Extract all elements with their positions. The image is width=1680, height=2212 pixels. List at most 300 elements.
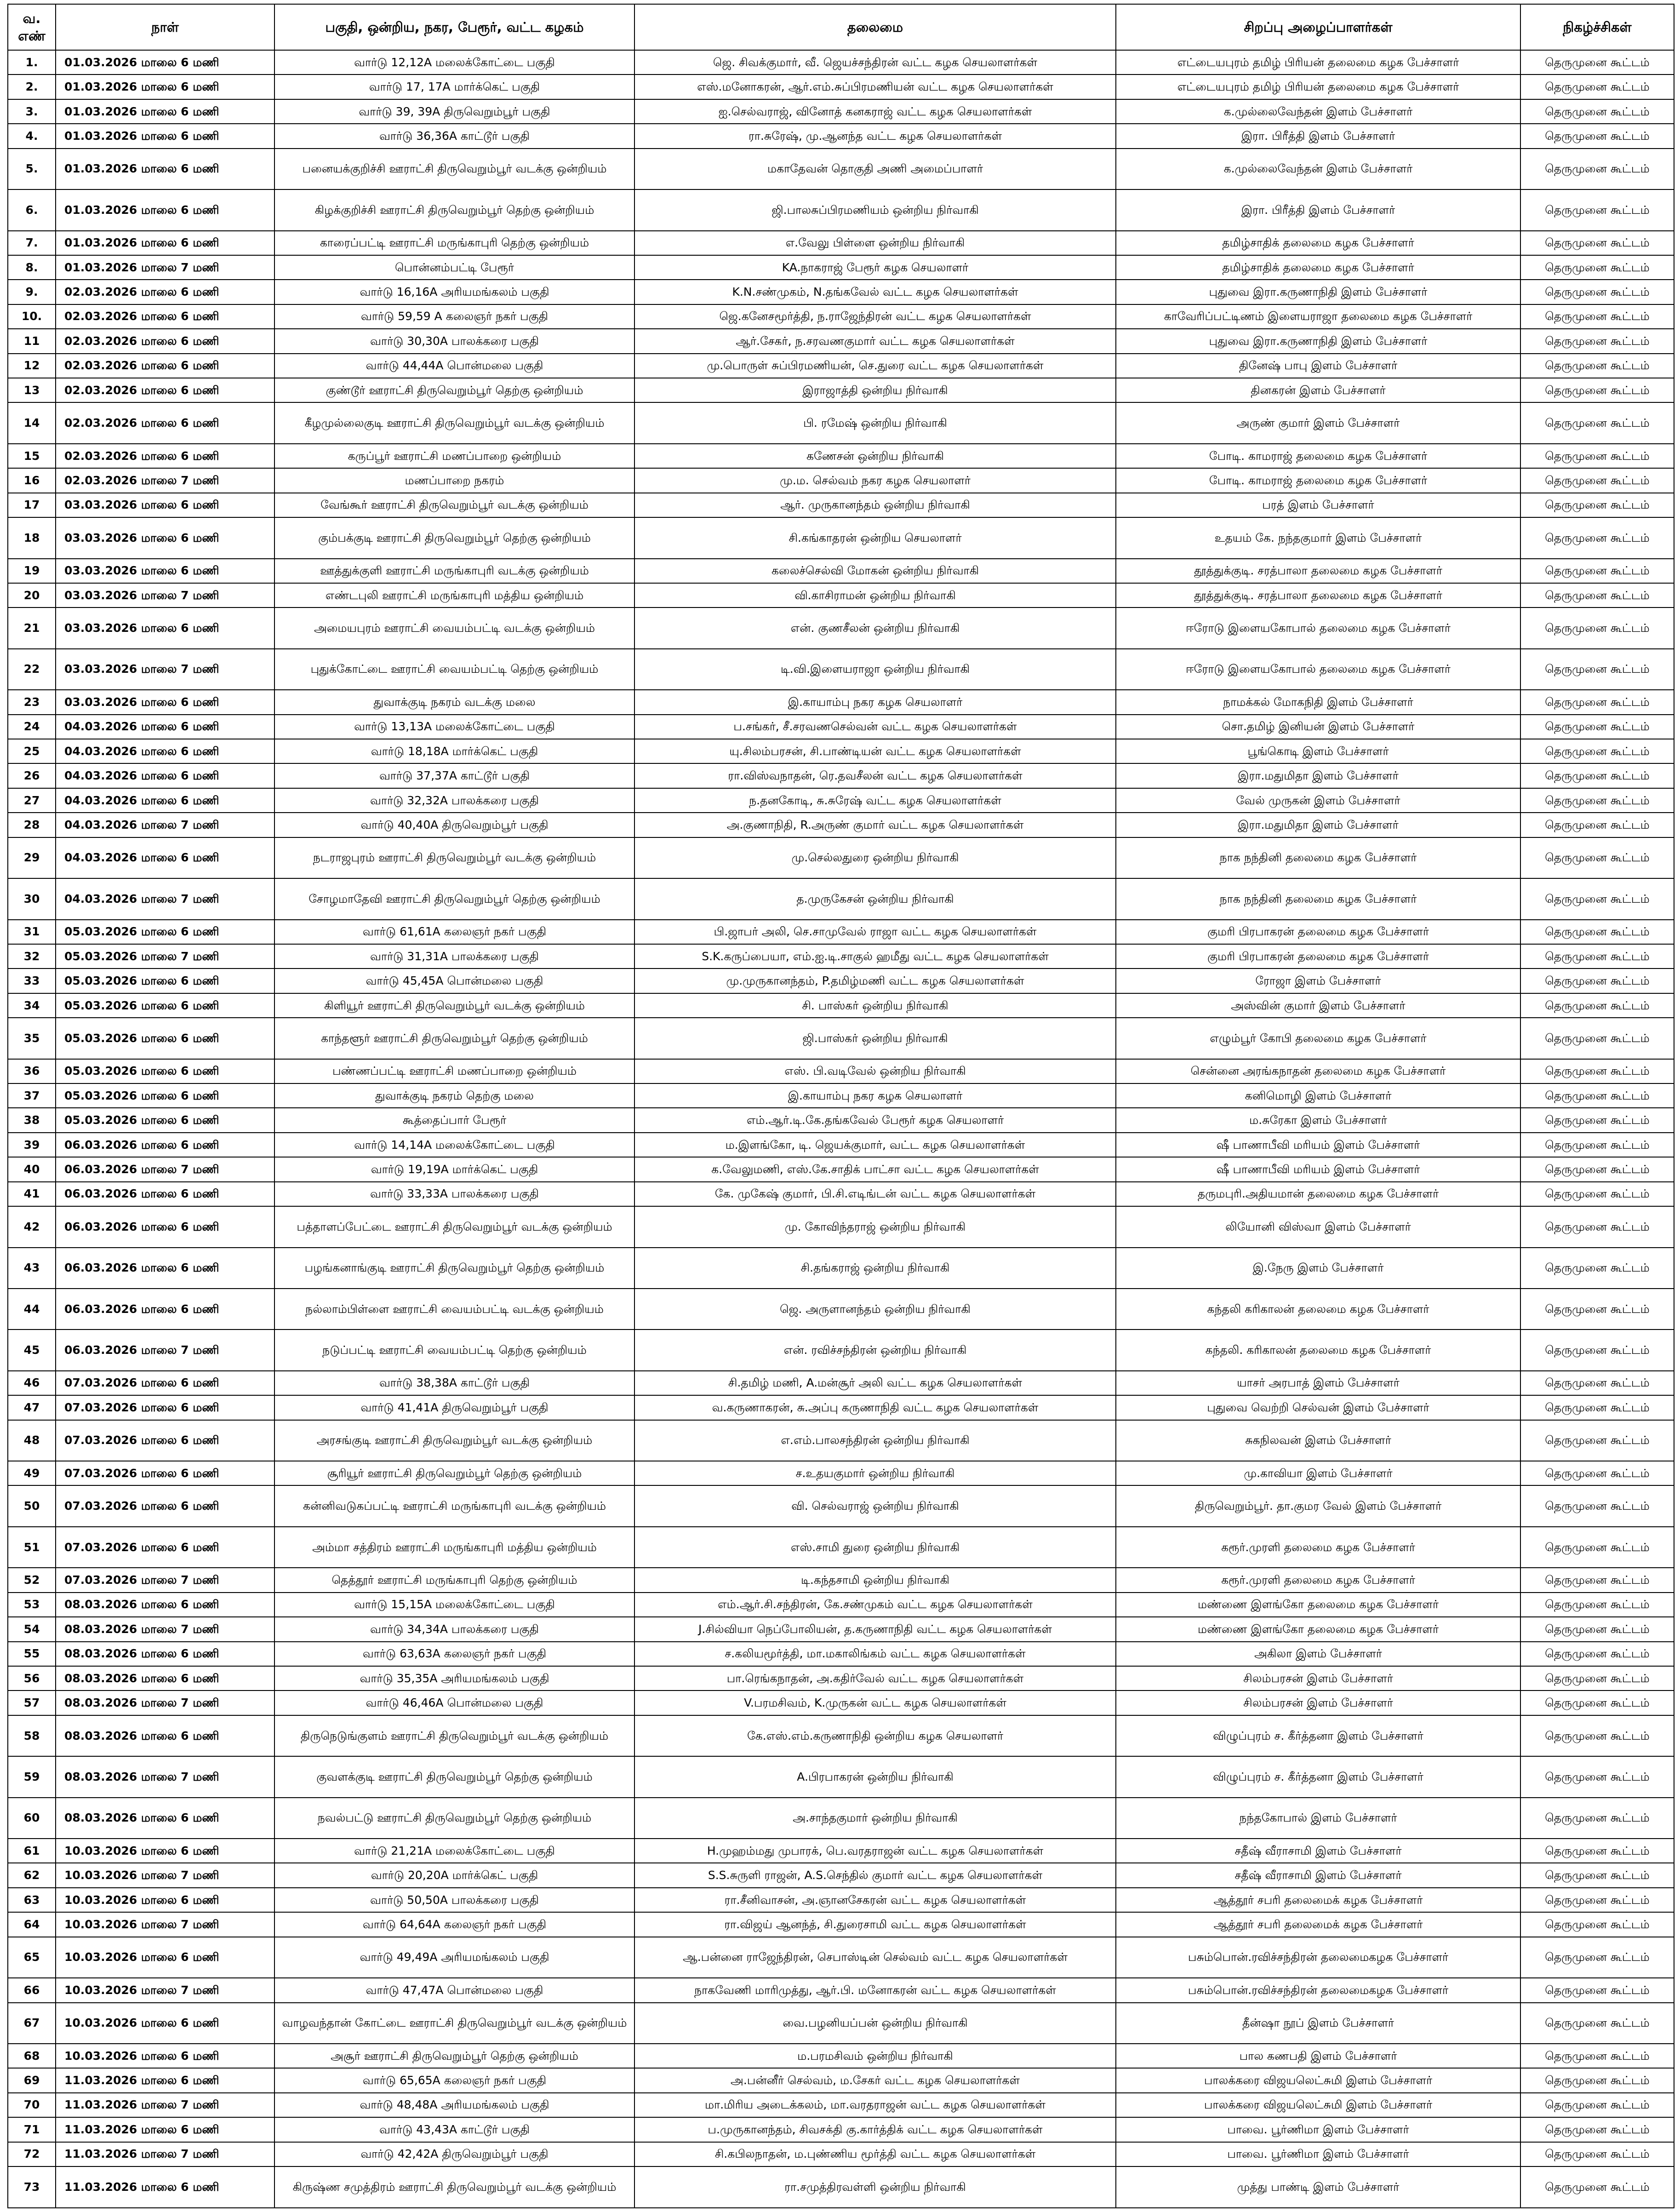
event-cell: தெருமுனை கூட்டம் [1520, 2003, 1674, 2044]
serial-number-cell: 23 [8, 690, 56, 714]
date-cell: 10.03.2026 மாலை 7 மணி [56, 1978, 274, 2002]
speakers-cell: ஈரோடு இளையகோபால் தலைமை கழக பேச்சாளர் [1116, 607, 1520, 648]
event-cell: தெருமுனை கூட்டம் [1520, 517, 1674, 558]
leader-cell: ம.பரமசிவம் ஒன்றிய நிர்வாகி [634, 2044, 1116, 2068]
date-cell: 04.03.2026 மாலை 6 மணி [56, 837, 274, 878]
date-cell: 01.03.2026 மாலை 6 மணி [56, 189, 274, 230]
speakers-cell: இரா.மதுமிதா இளம் பேச்சாளர் [1116, 813, 1520, 837]
leader-cell: ஜெ. சிவக்குமார், வீ. ஜெயச்சந்திரன் வட்ட கழக செயலாளர்கள் [634, 50, 1116, 74]
event-cell: தெருமுனை கூட்டம் [1520, 1863, 1674, 1887]
table-row [8, 2093, 1674, 2117]
header-serial-number: வ. எண் [8, 4, 56, 50]
speakers-cell: பால கணபதி இளம் பேச்சாளர் [1116, 2044, 1520, 2068]
event-cell: தெருமுனை கூட்டம் [1520, 1568, 1674, 1592]
serial-number-cell: 44 [8, 1289, 56, 1329]
leader-cell: பி. ரமேஷ் ஒன்றிய நிர்வாகி [634, 402, 1116, 443]
table-row [8, 993, 1674, 1018]
table-row [8, 1798, 1674, 1839]
leader-cell: கே.எஸ்.எம்.கருணாநிதி ஒன்றிய கழக செயலாளர் [634, 1715, 1116, 1756]
serial-number-cell: 38 [8, 1108, 56, 1132]
table-header [8, 4, 1674, 50]
leader-cell: மு. கோவிந்தராஜ் ஒன்றிய நிர்வாகி [634, 1206, 1116, 1247]
serial-number-cell: 47 [8, 1395, 56, 1420]
area-cell: வார்டு 14,14A மலைக்கோட்டை பகுதி [274, 1133, 634, 1157]
speakers-cell: பாலக்கரை விஜயலெட்சுமி இளம் பேச்சாளர் [1116, 2093, 1520, 2117]
table-row [8, 2166, 1674, 2208]
table-row [8, 2068, 1674, 2092]
speakers-cell: தினகரன் இளம் பேச்சாளர் [1116, 378, 1520, 402]
area-cell: அரசங்குடி ஊராட்சி திருவெறும்பூர் வடக்கு ஒன்றியம் [274, 1420, 634, 1461]
table-row [8, 715, 1674, 739]
serial-number-cell: 17 [8, 493, 56, 517]
leader-cell: டி.வி.இளையராஜா ஒன்றிய நிர்வாகி [634, 649, 1116, 690]
leader-cell: இ.காயாம்பு நகர கழக செயலாளர் [634, 1083, 1116, 1108]
leader-cell: கணேசன் ஒன்றிய நிர்வாகி [634, 444, 1116, 468]
table-row [8, 99, 1674, 124]
speakers-cell: சுகநிலவன் இளம் பேச்சாளர் [1116, 1420, 1520, 1461]
date-cell: 03.03.2026 மாலை 7 மணி [56, 649, 274, 690]
event-cell: தெருமுனை கூட்டம் [1520, 1059, 1674, 1083]
table-row [8, 1617, 1674, 1641]
date-cell: 03.03.2026 மாலை 6 மணி [56, 690, 274, 714]
leader-cell: டி.கந்தசாமி ஒன்றிய நிர்வாகி [634, 1568, 1116, 1592]
table-row [8, 354, 1674, 378]
area-cell: புதுக்கோட்டை ஊராட்சி வையம்பட்டி தெற்கு ஒன்றியம் [274, 649, 634, 690]
speakers-cell: கந்தலி கரிகாலன் தலைமை கழக பேச்சாளர் [1116, 1289, 1520, 1329]
table-row [8, 1289, 1674, 1329]
area-cell: வார்டு 36,36A காட்டூர் பகுதி [274, 124, 634, 148]
date-cell: 02.03.2026 மாலை 6 மணி [56, 304, 274, 329]
serial-number-cell: 15 [8, 444, 56, 468]
area-cell: வார்டு 17, 17A மார்க்கெட் பகுதி [274, 74, 634, 99]
date-cell: 11.03.2026 மாலை 6 மணி [56, 2166, 274, 2208]
area-cell: சூரியூர் ஊராட்சி திருவெறும்பூர் தெற்கு ஒன்றியம் [274, 1461, 634, 1485]
table-row [8, 1756, 1674, 1797]
event-cell: தெருமுனை கூட்டம் [1520, 255, 1674, 280]
table-row [8, 50, 1674, 74]
leader-cell: அ.குணாநிதி, R.அருண் குமார் வட்ட கழக செயலாளர்கள் [634, 813, 1116, 837]
event-cell: தெருமுனை கூட்டம் [1520, 468, 1674, 493]
speakers-cell: சிலம்பரசன் இளம் பேச்சாளர் [1116, 1666, 1520, 1691]
area-cell: பொன்னம்பட்டி பேரூர் [274, 255, 634, 280]
event-cell: தெருமுனை கூட்டம் [1520, 1133, 1674, 1157]
leader-cell: மு.ம. செல்வம் நகர கழக செயலாளர் [634, 468, 1116, 493]
table-row [8, 1108, 1674, 1132]
leader-cell: எம்.ஆர்.டி.கே.தங்கவேல் பேரூர் கழக செயலாளர் [634, 1108, 1116, 1132]
serial-number-cell: 50 [8, 1485, 56, 1526]
leader-cell: ரா.விஜய் ஆனந்த், சி.துரைசாமி வட்ட கழக செயலாளர்கள் [634, 1912, 1116, 1937]
event-cell: தெருமுனை கூட்டம் [1520, 1461, 1674, 1485]
serial-number-cell: 58 [8, 1715, 56, 1756]
leader-cell: எஸ். பி.வடிவேல் ஒன்றிய நிர்வாகி [634, 1059, 1116, 1083]
area-cell: சோழமாதேவி ஊராட்சி திருவெறும்பூர் தெற்கு ஒன்றியம் [274, 878, 634, 919]
table-row [8, 149, 1674, 189]
date-cell: 10.03.2026 மாலை 6 மணி [56, 2044, 274, 2068]
speakers-cell: இ.நேரு இளம் பேச்சாளர் [1116, 1248, 1520, 1289]
header-speakers: சிறப்பு அழைப்பாளர்கள் [1116, 4, 1520, 50]
serial-number-cell: 51 [8, 1527, 56, 1568]
date-cell: 10.03.2026 மாலை 6 மணி [56, 1839, 274, 1863]
table-row [8, 1420, 1674, 1461]
speakers-cell: சொ.தமிழ் இனியன் இளம் பேச்சாளர் [1116, 715, 1520, 739]
area-cell: திருநெடுங்குளம் ஊராட்சி திருவெறும்பூர் வடக்கு ஒன்றியம் [274, 1715, 634, 1756]
event-cell: தெருமுனை கூட்டம் [1520, 1839, 1674, 1863]
leader-cell: சி.தமிழ் மணி, A.மன்சூர் அலி வட்ட கழக செயலாளர்கள் [634, 1371, 1116, 1395]
table-row [8, 1839, 1674, 1863]
speakers-cell: ம.சுரேகா இளம் பேச்சாளர் [1116, 1108, 1520, 1132]
speakers-cell: அகிலா இளம் பேச்சாளர் [1116, 1642, 1520, 1666]
serial-number-cell: 59 [8, 1756, 56, 1797]
leader-cell: K.N.சண்முகம், N.தங்கவேல் வட்ட கழக செயலாளர்கள் [634, 280, 1116, 304]
serial-number-cell: 28 [8, 813, 56, 837]
table-row [8, 1937, 1674, 1978]
area-cell: வார்டு 39, 39A திருவெறும்பூர் பகுதி [274, 99, 634, 124]
speakers-cell: நாமக்கல் மோகநிதி இளம் பேச்சாளர் [1116, 690, 1520, 714]
event-cell: தெருமுனை கூட்டம் [1520, 1206, 1674, 1247]
serial-number-cell: 11 [8, 329, 56, 353]
serial-number-cell: 40 [8, 1157, 56, 1181]
leader-cell: வி.காசிராமன் ஒன்றிய நிர்வாகி [634, 583, 1116, 607]
table-row [8, 944, 1674, 968]
table-row [8, 1485, 1674, 1526]
date-cell: 05.03.2026 மாலை 6 மணி [56, 993, 274, 1018]
area-cell: வார்டு 41,41A திருவெறும்பூர் பகுதி [274, 1395, 634, 1420]
header-row [8, 4, 1674, 50]
leader-cell: ஆர். முருகானந்தம் ஒன்றிய நிர்வாகி [634, 493, 1116, 517]
serial-number-cell: 6. [8, 189, 56, 230]
serial-number-cell: 56 [8, 1666, 56, 1691]
date-cell: 02.03.2026 மாலை 6 மணி [56, 280, 274, 304]
event-cell: தெருமுனை கூட்டம் [1520, 493, 1674, 517]
event-cell: தெருமுனை கூட்டம் [1520, 649, 1674, 690]
area-cell: வார்டு 42,42A திருவெறும்பூர் பகுதி [274, 2142, 634, 2166]
leader-cell: ரா.சீனிவாசன், அ.ஞானசேகரன் வட்ட கழக செயலாளர்கள் [634, 1888, 1116, 1912]
table-row [8, 583, 1674, 607]
event-cell: தெருமுனை கூட்டம் [1520, 739, 1674, 763]
serial-number-cell: 13 [8, 378, 56, 402]
speakers-cell: காவேரிப்பட்டிணம் இளையராஜா தலைமை கழக பேச்சாளர் [1116, 304, 1520, 329]
table-row [8, 1715, 1674, 1756]
serial-number-cell: 24 [8, 715, 56, 739]
leader-cell: மகாதேவன் தொகுதி அணி அமைப்பாளர் [634, 149, 1116, 189]
area-cell: வார்டு 43,43A காட்டூர் பகுதி [274, 2117, 634, 2142]
date-cell: 07.03.2026 மாலை 7 மணி [56, 1568, 274, 1592]
speakers-cell: பசும்பொன்.ரவிச்சந்திரன் தலைமைகழக பேச்சாளர் [1116, 1978, 1520, 2002]
leader-cell: க.வேலுமணி, எஸ்.கே.சாதிக் பாட்சா வட்ட கழக செயலாளர்கள் [634, 1157, 1116, 1181]
date-cell: 01.03.2026 மாலை 6 மணி [56, 50, 274, 74]
area-cell: பண்ணப்பட்டி ஊராட்சி மணப்பாறை ஒன்றியம் [274, 1059, 634, 1083]
table-row [8, 1527, 1674, 1568]
leader-cell: இ.காயாம்பு நகர கழக செயலாளர் [634, 690, 1116, 714]
area-cell: வார்டு 48,48A அரியமங்கலம் பகுதி [274, 2093, 634, 2117]
table-row [8, 402, 1674, 443]
date-cell: 07.03.2026 மாலை 6 மணி [56, 1395, 274, 1420]
date-cell: 07.03.2026 மாலை 6 மணி [56, 1420, 274, 1461]
speakers-cell: பாவை. பூர்ணிமா இளம் பேச்சாளர் [1116, 2117, 1520, 2142]
table-row [8, 1912, 1674, 1937]
date-cell: 07.03.2026 மாலை 6 மணி [56, 1461, 274, 1485]
table-row [8, 1371, 1674, 1395]
leader-cell: J.சில்வியா நெப்போலியன், த.கருணாநிதி வட்ட கழக செயலாளர்கள் [634, 1617, 1116, 1641]
date-cell: 06.03.2026 மாலை 6 மணி [56, 1206, 274, 1247]
area-cell: பத்தாளப்பேட்டை ஊராட்சி திருவெறும்பூர் வடக்கு ஒன்றியம் [274, 1206, 634, 1247]
serial-number-cell: 42 [8, 1206, 56, 1247]
speakers-cell: ஷீ பாணாபீவி மரியம் இளம் பேச்சாளர் [1116, 1133, 1520, 1157]
speakers-cell: கனிமொழி இளம் பேச்சாளர் [1116, 1083, 1520, 1108]
area-cell: வார்டு 46,46A பொன்மலை பகுதி [274, 1691, 634, 1715]
area-cell: வார்டு 18,18A மார்க்கெட் பகுதி [274, 739, 634, 763]
area-cell: வார்டு 30,30A பாலக்கரை பகுதி [274, 329, 634, 353]
date-cell: 01.03.2026 மாலை 6 மணி [56, 149, 274, 189]
event-cell: தெருமுனை கூட்டம் [1520, 1937, 1674, 1978]
speakers-cell: க.முல்லைவேந்தன் இளம் பேச்சாளர் [1116, 99, 1520, 124]
area-cell: வார்டு 49,49A அரியமங்கலம் பகுதி [274, 1937, 634, 1978]
event-cell: தெருமுனை கூட்டம் [1520, 944, 1674, 968]
event-cell: தெருமுனை கூட்டம் [1520, 329, 1674, 353]
speakers-cell: நாக நந்தினி தலைமை கழக பேச்சாளர் [1116, 837, 1520, 878]
event-cell: தெருமுனை கூட்டம் [1520, 559, 1674, 583]
event-cell: தெருமுனை கூட்டம் [1520, 1593, 1674, 1617]
speakers-cell: க.முல்லைவேந்தன் இளம் பேச்சாளர் [1116, 149, 1520, 189]
date-cell: 10.03.2026 மாலை 6 மணி [56, 1937, 274, 1978]
area-cell: வார்டு 40,40A திருவெறும்பூர் பகுதி [274, 813, 634, 837]
date-cell: 04.03.2026 மாலை 6 மணி [56, 715, 274, 739]
leader-cell: ரா.சுரேஷ், மு.ஆனந்த வட்ட கழக செயலாளர்கள் [634, 124, 1116, 148]
leader-cell: சி.கங்காதரன் ஒன்றிய செயலாளர் [634, 517, 1116, 558]
date-cell: 08.03.2026 மாலை 6 மணி [56, 1593, 274, 1617]
area-cell: வார்டு 13,13A மலைக்கோட்டை பகுதி [274, 715, 634, 739]
leader-cell: நாகவேணி மாரிமுத்து, ஆர்.பி. மனோகரன் வட்ட கழக செயலாளர்கள் [634, 1978, 1116, 2002]
serial-number-cell: 48 [8, 1420, 56, 1461]
leader-cell: அ.பன்னீர் செல்வம், ம.சேகர் வட்ட கழக செயலாளர்கள் [634, 2068, 1116, 2092]
serial-number-cell: 67 [8, 2003, 56, 2044]
date-cell: 05.03.2026 மாலை 6 மணி [56, 920, 274, 944]
event-cell: தெருமுனை கூட்டம் [1520, 1420, 1674, 1461]
leader-cell: சி. பாஸ்கர் ஒன்றிய நிர்வாகி [634, 993, 1116, 1018]
area-cell: வார்டு 44,44A பொன்மலை பகுதி [274, 354, 634, 378]
speakers-cell: யாசர் அரபாத் இளம் பேச்சாளர் [1116, 1371, 1520, 1395]
speakers-cell: சென்னை அரங்கநாதன் தலைமை கழக பேச்சாளர் [1116, 1059, 1520, 1083]
event-cell: தெருமுனை கூட்டம் [1520, 968, 1674, 993]
serial-number-cell: 46 [8, 1371, 56, 1395]
serial-number-cell: 34 [8, 993, 56, 1018]
leader-cell: மா.மிரிய அடைக்கலம், மா.வரதராஜன் வட்ட கழக செயலாளர்கள் [634, 2093, 1116, 2117]
header-leader: தலைமை [634, 4, 1116, 50]
event-cell: தெருமுனை கூட்டம் [1520, 378, 1674, 402]
area-cell: வார்டு 32,32A பாலக்கரை பகுதி [274, 788, 634, 813]
leader-cell: ஜெ.கனேசமூர்த்தி, ந.ராஜேந்திரன் வட்ட கழக செயலாளர்கள் [634, 304, 1116, 329]
table-row [8, 1329, 1674, 1370]
date-cell: 08.03.2026 மாலை 6 மணி [56, 1798, 274, 1839]
table-row [8, 1133, 1674, 1157]
date-cell: 08.03.2026 மாலை 7 மணி [56, 1756, 274, 1797]
date-cell: 11.03.2026 மாலை 6 மணி [56, 2068, 274, 2092]
leader-cell: எ.வேலு பிள்ளை ஒன்றிய நிர்வாகி [634, 231, 1116, 255]
area-cell: வார்டு 63,63A கலைஞர் நகர் பகுதி [274, 1642, 634, 1666]
event-cell: தெருமுனை கூட்டம் [1520, 1289, 1674, 1329]
area-cell: வார்டு 20,20A மார்க்கெட் பகுதி [274, 1863, 634, 1887]
area-cell: வார்டு 31,31A பாலக்கரை பகுதி [274, 944, 634, 968]
leader-cell: வை.பழனியப்பன் ஒன்றிய நிர்வாகி [634, 2003, 1116, 2044]
event-cell: தெருமுனை கூட்டம் [1520, 74, 1674, 99]
serial-number-cell: 63 [8, 1888, 56, 1912]
area-cell: துவாக்குடி நகரம் தெற்கு மலை [274, 1083, 634, 1108]
date-cell: 07.03.2026 மாலை 6 மணி [56, 1527, 274, 1568]
speakers-cell: குமரி பிரபாகரன் தலைமை கழக பேச்சாளர் [1116, 920, 1520, 944]
event-cell: தெருமுனை கூட்டம் [1520, 1395, 1674, 1420]
table-row [8, 837, 1674, 878]
area-cell: வாழவந்தான் கோட்டை ஊராட்சி திருவெறும்பூர் வடக்கு ஒன்றியம் [274, 2003, 634, 2044]
event-cell: தெருமுனை கூட்டம் [1520, 878, 1674, 919]
date-cell: 01.03.2026 மாலை 6 மணி [56, 124, 274, 148]
table-row [8, 1248, 1674, 1289]
date-cell: 01.03.2026 மாலை 6 மணி [56, 231, 274, 255]
serial-number-cell: 9. [8, 280, 56, 304]
event-cell: தெருமுனை கூட்டம் [1520, 690, 1674, 714]
table-row [8, 124, 1674, 148]
leader-cell: கலைச்செல்வி மோகன் ஒன்றிய நிர்வாகி [634, 559, 1116, 583]
table-row [8, 788, 1674, 813]
event-cell: தெருமுனை கூட்டம் [1520, 1329, 1674, 1370]
date-cell: 02.03.2026 மாலை 7 மணி [56, 468, 274, 493]
table-row [8, 2117, 1674, 2142]
area-cell: வார்டு 65,65A கலைஞர் நகர் பகுதி [274, 2068, 634, 2092]
event-cell: தெருமுனை கூட்டம் [1520, 1108, 1674, 1132]
serial-number-cell: 20 [8, 583, 56, 607]
speakers-cell: பூங்கொடி இளம் பேச்சாளர் [1116, 739, 1520, 763]
area-cell: வார்டு 16,16A அரியமங்கலம் பகுதி [274, 280, 634, 304]
date-cell: 04.03.2026 மாலை 6 மணி [56, 739, 274, 763]
area-cell: வார்டு 38,38A காட்டூர் பகுதி [274, 1371, 634, 1395]
event-cell: தெருமுனை கூட்டம் [1520, 1888, 1674, 1912]
date-cell: 05.03.2026 மாலை 7 மணி [56, 944, 274, 968]
event-cell: தெருமுனை கூட்டம் [1520, 1691, 1674, 1715]
speakers-cell: பரத் இளம் பேச்சாளர் [1116, 493, 1520, 517]
table-row [8, 1083, 1674, 1108]
date-cell: 05.03.2026 மாலை 6 மணி [56, 1108, 274, 1132]
date-cell: 07.03.2026 மாலை 6 மணி [56, 1485, 274, 1526]
serial-number-cell: 72 [8, 2142, 56, 2166]
leader-cell: வி. செல்வராஜ் ஒன்றிய நிர்வாகி [634, 1485, 1116, 1526]
leader-cell: சி.கபிலநாதன், ம.புண்ணிய மூர்த்தி வட்ட கழக செயலாளர்கள் [634, 2142, 1116, 2166]
serial-number-cell: 19 [8, 559, 56, 583]
table-row [8, 1666, 1674, 1691]
table-row [8, 649, 1674, 690]
table-row [8, 1157, 1674, 1181]
serial-number-cell: 66 [8, 1978, 56, 2002]
leader-cell: த.முருகேசன் ஒன்றிய நிர்வாகி [634, 878, 1116, 919]
leader-cell: V.பரமசிவம், K.முருகன் வட்ட கழக செயலாளர்கள் [634, 1691, 1116, 1715]
date-cell: 04.03.2026 மாலை 7 மணி [56, 878, 274, 919]
leader-cell: ஜி.பாஸ்கர் ஒன்றிய நிர்வாகி [634, 1018, 1116, 1059]
speakers-cell: உதயம் கே. நந்தகுமார் இளம் பேச்சாளர் [1116, 517, 1520, 558]
table-row [8, 2044, 1674, 2068]
serial-number-cell: 21 [8, 607, 56, 648]
serial-number-cell: 69 [8, 2068, 56, 2092]
table-row [8, 690, 1674, 714]
speakers-cell: புதுவை வெற்றி செல்வன் இளம் பேச்சாளர் [1116, 1395, 1520, 1420]
event-cell: தெருமுனை கூட்டம் [1520, 124, 1674, 148]
area-cell: கூத்தைப்பார் பேரூர் [274, 1108, 634, 1132]
date-cell: 06.03.2026 மாலை 6 மணி [56, 1182, 274, 1206]
event-cell: தெருமுனை கூட்டம் [1520, 607, 1674, 648]
date-cell: 03.03.2026 மாலை 6 மணி [56, 493, 274, 517]
area-cell: வார்டு 61,61A கலைஞர் நகர் பகுதி [274, 920, 634, 944]
header-event: நிகழ்ச்சிகள் [1520, 4, 1674, 50]
date-cell: 01.03.2026 மாலை 6 மணி [56, 99, 274, 124]
event-cell: தெருமுனை கூட்டம் [1520, 837, 1674, 878]
serial-number-cell: 64 [8, 1912, 56, 1937]
speakers-cell: எட்டையபுரம் தமிழ் பிரியன் தலைமை கழக பேச்சாளர் [1116, 74, 1520, 99]
serial-number-cell: 8. [8, 255, 56, 280]
date-cell: 10.03.2026 மாலை 6 மணி [56, 2003, 274, 2044]
leader-cell: ந.தனகோடி, சு.சுரேஷ் வட்ட கழக செயலாளர்கள் [634, 788, 1116, 813]
table-row [8, 231, 1674, 255]
speakers-cell: லியோனி விஸ்வா இளம் பேச்சாளர் [1116, 1206, 1520, 1247]
serial-number-cell: 22 [8, 649, 56, 690]
leader-cell: கே. முகேஷ் குமார், பி.சி.எடிங்டன் வட்ட கழக செயலாளர்கள் [634, 1182, 1116, 1206]
leader-cell: மு.செல்லதுரை ஒன்றிய நிர்வாகி [634, 837, 1116, 878]
event-cell: தெருமுனை கூட்டம் [1520, 920, 1674, 944]
leader-cell: ப.சங்கர், சீ.சரவணசெல்வன் வட்ட கழக செயலாளர்கள் [634, 715, 1116, 739]
speakers-cell: எழும்பூர் கோபி தலைமை கழக பேச்சாளர் [1116, 1018, 1520, 1059]
speakers-cell: தமிழ்சாதிக் தலைமை கழக பேச்சாளர் [1116, 255, 1520, 280]
header-area: பகுதி, ஒன்றிய, நகர, பேரூர், வட்ட கழகம் [274, 4, 634, 50]
area-cell: வார்டு 47,47A பொன்மலை பகுதி [274, 1978, 634, 2002]
event-cell: தெருமுனை கூட்டம் [1520, 2093, 1674, 2117]
serial-number-cell: 25 [8, 739, 56, 763]
serial-number-cell: 26 [8, 763, 56, 788]
table-row [8, 2003, 1674, 2044]
event-cell: தெருமுனை கூட்டம் [1520, 2117, 1674, 2142]
leader-cell: சி.தங்கராஜ் ஒன்றிய நிர்வாகி [634, 1248, 1116, 1289]
date-cell: 10.03.2026 மாலை 7 மணி [56, 1863, 274, 1887]
date-cell: 06.03.2026 மாலை 6 மணி [56, 1289, 274, 1329]
area-cell: குவளக்குடி ஊராட்சி திருவெறும்பூர் தெற்கு ஒன்றியம் [274, 1756, 634, 1797]
speakers-cell: ஷீ பாணாபீவி மரியம் இளம் பேச்சாளர் [1116, 1157, 1520, 1181]
area-cell: கிழக்குறிச்சி ஊராட்சி திருவெறும்பூர் தெற்கு ஒன்றியம் [274, 189, 634, 230]
event-cell: தெருமுனை கூட்டம் [1520, 1978, 1674, 2002]
event-cell: தெருமுனை கூட்டம் [1520, 2142, 1674, 2166]
leader-cell: ஆ.பன்னை ராஜேந்திரன், செபாஸ்டின் செல்வம் வட்ட கழக செயலாளர்கள் [634, 1937, 1116, 1978]
date-cell: 01.03.2026 மாலை 6 மணி [56, 74, 274, 99]
table-row [8, 1691, 1674, 1715]
speakers-cell: பாலக்கரை விஜயலெட்சுமி இளம் பேச்சாளர் [1116, 2068, 1520, 2092]
table-row [8, 255, 1674, 280]
date-cell: 08.03.2026 மாலை 6 மணி [56, 1666, 274, 1691]
event-cell: தெருமுனை கூட்டம் [1520, 788, 1674, 813]
serial-number-cell: 73 [8, 2166, 56, 2208]
speakers-cell: போடி. காமராஜ் தலைமை கழக பேச்சாளர் [1116, 468, 1520, 493]
serial-number-cell: 29 [8, 837, 56, 878]
event-cell: தெருமுனை கூட்டம் [1520, 993, 1674, 1018]
table-row [8, 74, 1674, 99]
speakers-cell: ஈரோடு இளையகோபால் தலைமை கழக பேச்சாளர் [1116, 649, 1520, 690]
speakers-cell: மண்ணை இளங்கோ தலைமை கழக பேச்சாளர் [1116, 1593, 1520, 1617]
date-cell: 06.03.2026 மாலை 7 மணி [56, 1157, 274, 1181]
area-cell: துவாக்குடி நகரம் வடக்கு மலை [274, 690, 634, 714]
area-cell: நல்லாம்பிள்ளை ஊராட்சி வையம்பட்டி வடக்கு ஒன்றியம் [274, 1289, 634, 1329]
leader-cell: ம.இளங்கோ, டி. ஜெயக்குமார், வட்ட கழக செயலாளர்கள் [634, 1133, 1116, 1157]
event-cell: தெருமுனை கூட்டம் [1520, 1642, 1674, 1666]
speakers-cell: இரா. பிரீத்தி இளம் பேச்சாளர் [1116, 124, 1520, 148]
leader-cell: எஸ்.சாமி துரை ஒன்றிய நிர்வாகி [634, 1527, 1116, 1568]
date-cell: 06.03.2026 மாலை 7 மணி [56, 1329, 274, 1370]
area-cell: கருப்பூர் ஊராட்சி மணப்பாறை ஒன்றியம் [274, 444, 634, 468]
event-cell: தெருமுனை கூட்டம் [1520, 149, 1674, 189]
speakers-cell: பாவை. பூர்ணிமா இளம் பேச்சாளர் [1116, 2142, 1520, 2166]
leader-cell: இராஜாத்தி ஒன்றிய நிர்வாகி [634, 378, 1116, 402]
